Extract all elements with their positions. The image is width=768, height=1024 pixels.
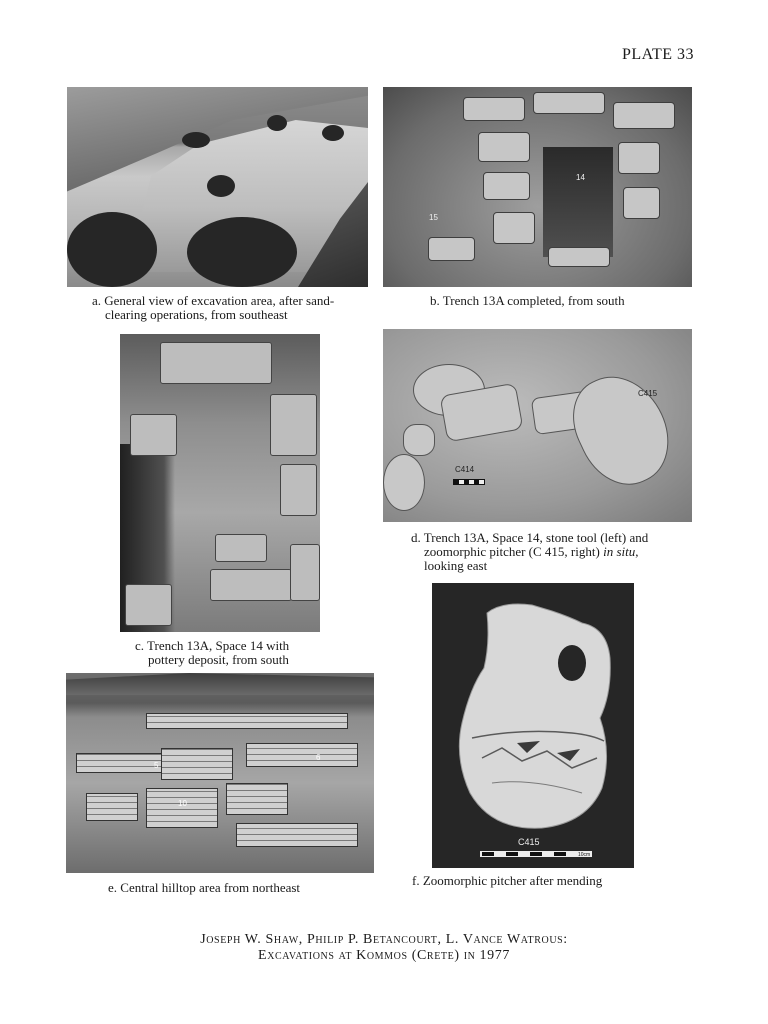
object-label: C415 <box>638 389 658 398</box>
photo-central-hilltop <box>66 673 374 873</box>
wall <box>146 788 218 828</box>
wall-stone <box>478 132 530 162</box>
photo-stone-tool-pitcher <box>383 329 692 522</box>
pitcher-in-situ <box>558 361 684 499</box>
trench-pit <box>543 147 613 257</box>
tree <box>267 115 287 131</box>
tree <box>207 175 235 197</box>
wall <box>86 793 138 821</box>
wall-stone <box>483 172 530 200</box>
photo-general-view <box>67 87 368 287</box>
wall-stone <box>623 187 660 219</box>
stone-slab <box>290 544 320 601</box>
space-label: 5 <box>154 761 159 770</box>
stone-slab <box>215 534 267 562</box>
caption-c <box>135 639 335 667</box>
caption-a <box>92 294 382 322</box>
pitcher-drawing <box>432 583 634 868</box>
scale-label: 10cm <box>578 852 591 858</box>
stone-slab <box>130 414 177 456</box>
stone-slab <box>125 584 172 626</box>
tree <box>322 125 344 141</box>
caption-c-line1: c. Trench 13A, Space 14 with <box>135 638 290 653</box>
caption-a-line2: clearing operations, from southeast <box>105 307 288 322</box>
wall-stone <box>493 212 535 244</box>
space-label: 15 <box>429 213 438 222</box>
wall <box>246 743 358 767</box>
photo-trench-13a <box>383 87 692 287</box>
stone-slab <box>160 342 272 384</box>
space-label: 10 <box>178 799 187 808</box>
caption-d-line1: d. Trench 13A, Space 14, stone tool (left) and <box>411 530 649 545</box>
stone-slab <box>270 394 317 456</box>
wall <box>146 713 348 729</box>
credit-title: Excavations at Kommos (Crete) in 1977 <box>258 948 510 963</box>
stone <box>403 424 435 456</box>
scale-bar <box>453 479 485 485</box>
stone-slab <box>280 464 317 516</box>
tree <box>67 212 157 287</box>
wall-stone <box>618 142 660 174</box>
caption-e: e. Central hilltop area from northeast <box>108 880 301 895</box>
photo-space-14 <box>120 334 320 632</box>
space-label: 14 <box>576 173 585 182</box>
tree <box>182 132 210 148</box>
object-label: C414 <box>455 465 475 474</box>
photo-zoomorphic-pitcher <box>432 583 634 868</box>
wall-stone <box>613 102 675 129</box>
wall <box>161 748 233 780</box>
wall-stone <box>533 92 605 114</box>
caption-d <box>411 531 701 573</box>
space-label: 6 <box>316 753 321 762</box>
stone-slab <box>210 569 292 601</box>
wall-stone <box>428 237 475 261</box>
wall <box>226 783 288 815</box>
wall-stone <box>463 97 525 121</box>
caption-f: f. Zoomorphic pitcher after mending <box>412 873 603 888</box>
distant-hills <box>66 673 374 695</box>
caption-b: b. Trench 13A completed, from south <box>430 293 625 308</box>
caption-d-line2: zoomorphic pitcher (C 415, right) in situ, <box>424 544 639 559</box>
wall <box>236 823 358 847</box>
caption-d-line3: looking east <box>424 558 488 573</box>
stone <box>383 454 425 511</box>
caption-a-line1: a. General view of excavation area, after sand- <box>92 293 335 308</box>
caption-c-line2: pottery deposit, from south <box>148 652 289 667</box>
wall-stone <box>548 247 610 267</box>
tree <box>187 217 297 287</box>
plate-number: PLATE 33 <box>622 46 694 63</box>
object-label: C415 <box>518 837 540 847</box>
credit-authors: Joseph W. Shaw, Philip P. Betancourt, L. Vance Watrous: <box>200 932 568 947</box>
